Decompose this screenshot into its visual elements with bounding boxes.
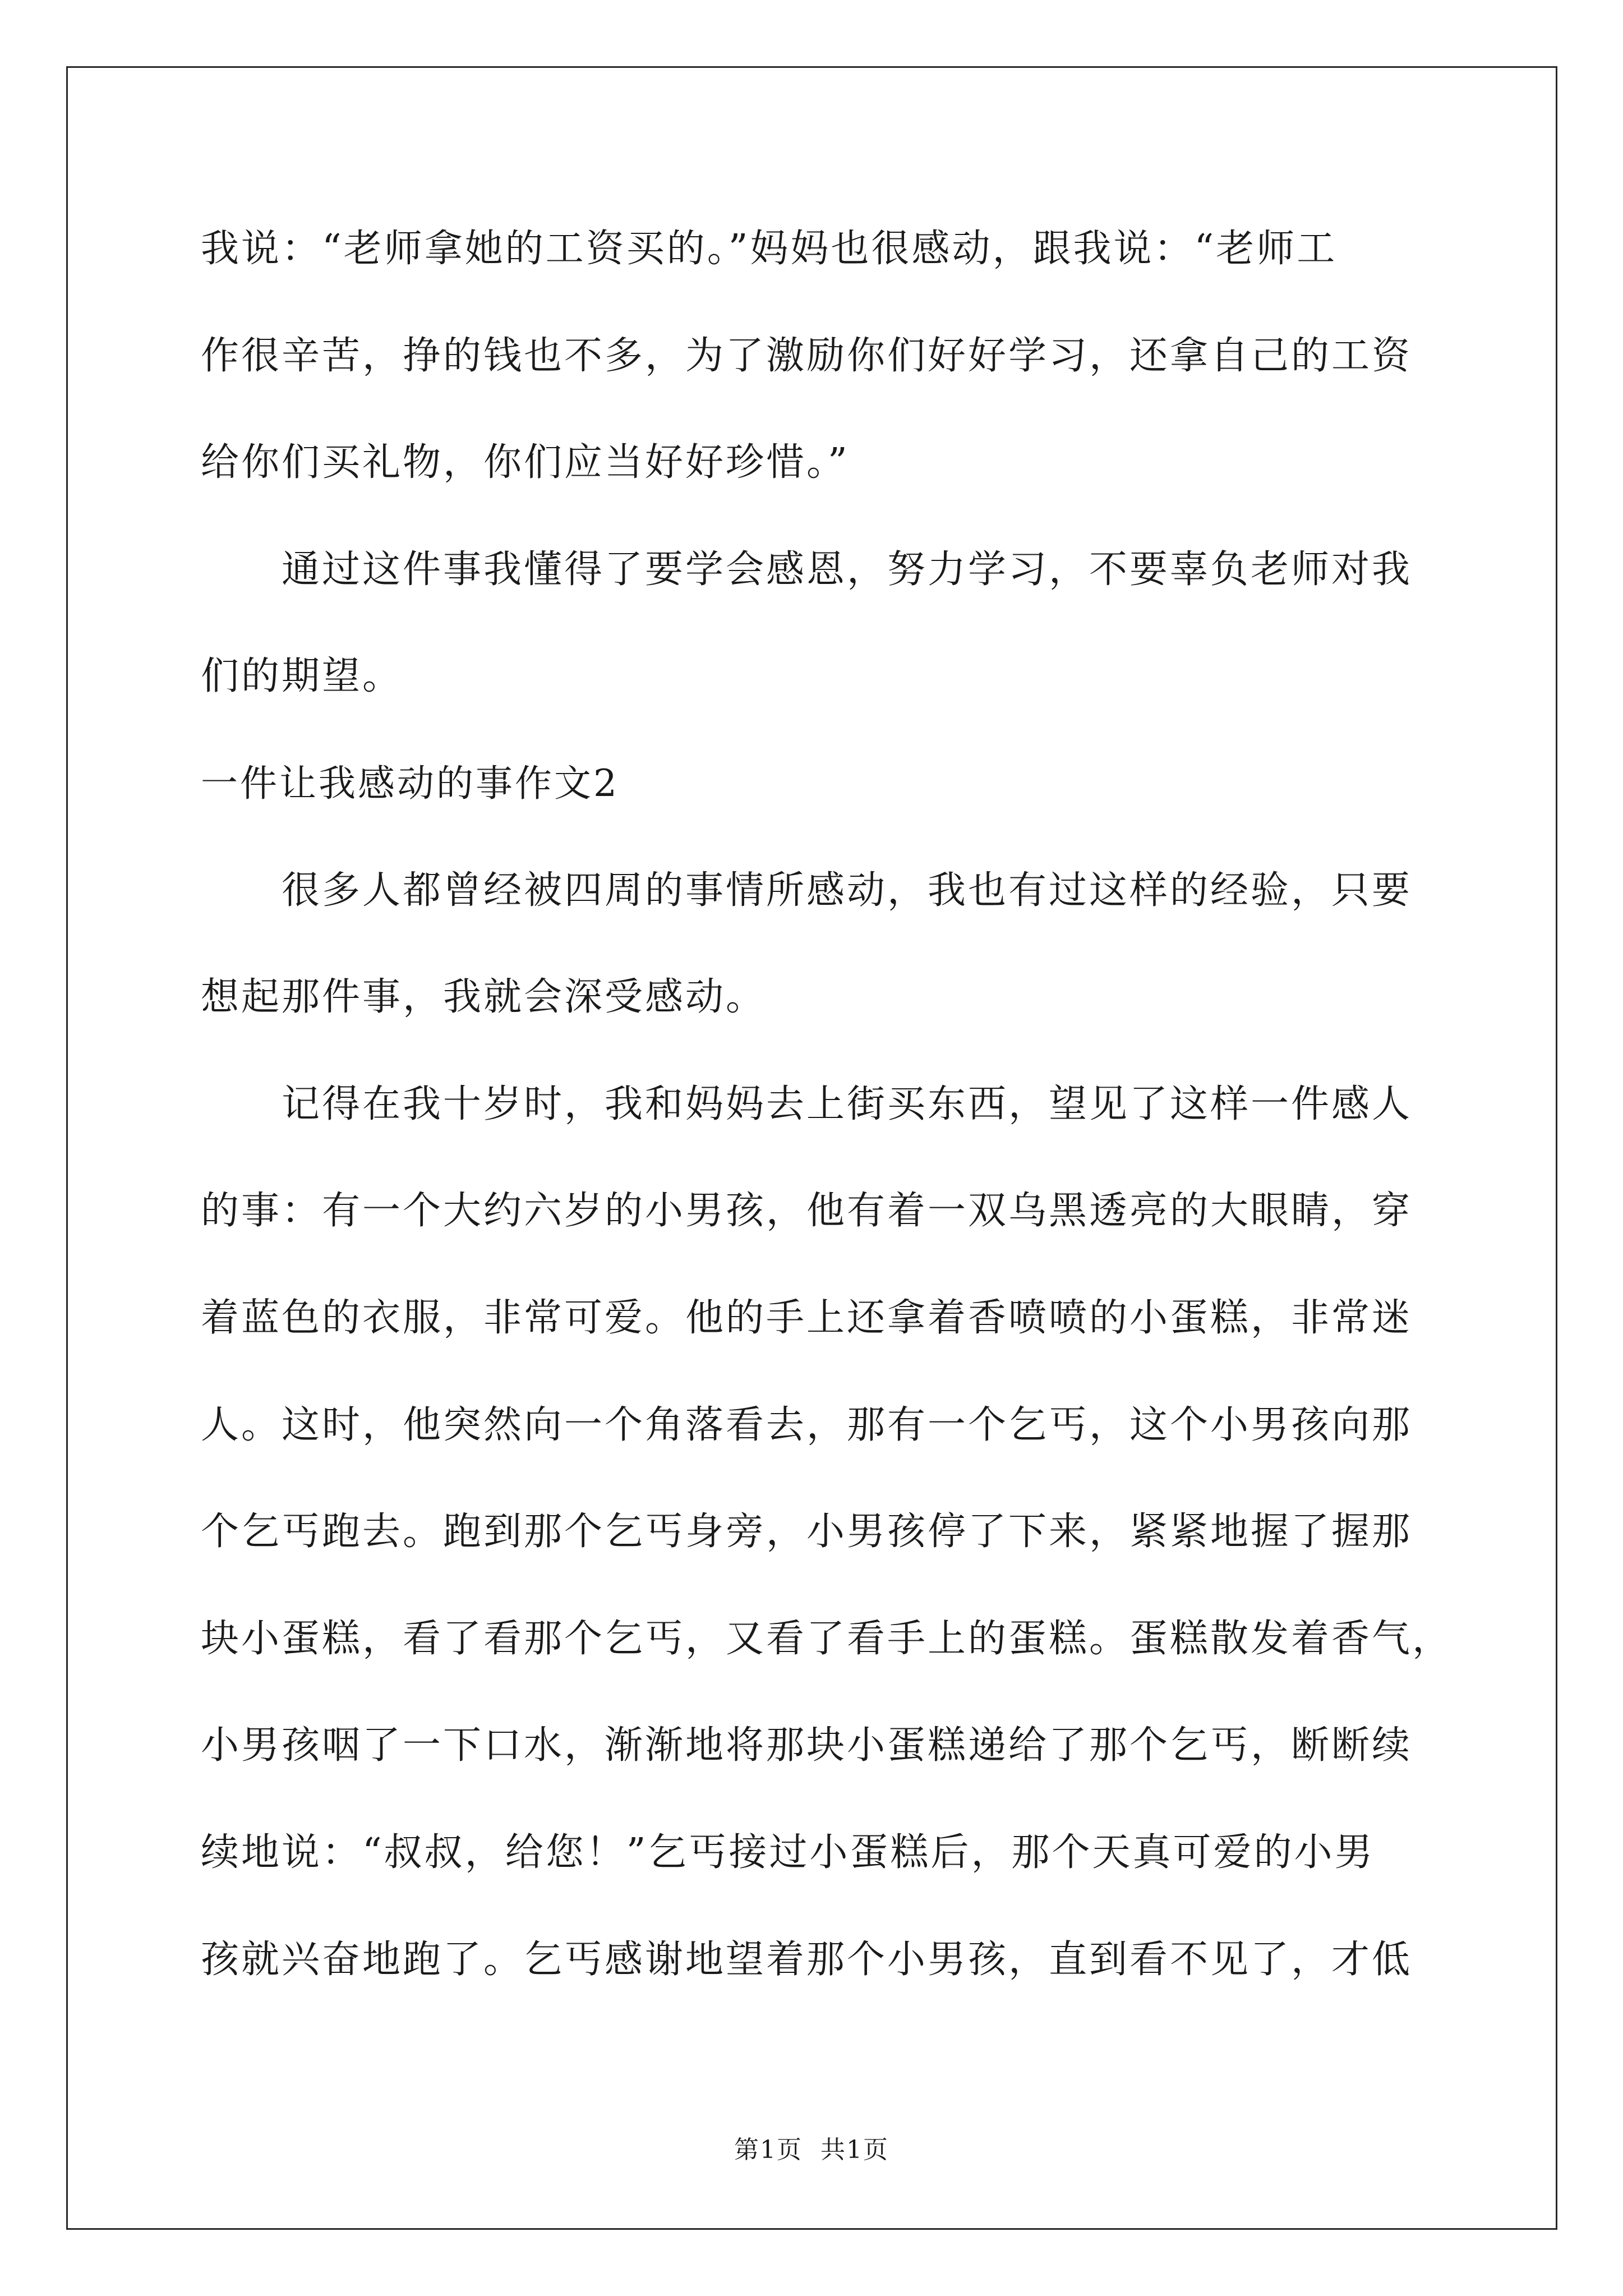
text-line: 人。这时，他突然向一个角落看去，那有一个乞丐，这个小男孩向那: [201, 1402, 1413, 1447]
text-line: 块小蛋糕，看了看那个乞丐，又看了看手上的蛋糕。蛋糕散发着香气，: [201, 1616, 1453, 1661]
text-line: 孩就兴奋地跑了。乞丐感谢地望着那个小男孩，直到看不见了，才低: [201, 1937, 1413, 1982]
text-line: 着蓝色的衣服，非常可爱。他的手上还拿着香喷喷的小蛋糕，非常迷: [201, 1295, 1413, 1340]
paragraph: [201, 517, 1536, 730]
text-line: 给你们买礼物，你们应当好好珍惜。”: [201, 440, 850, 485]
continued-paragraph: [201, 196, 1536, 517]
text-line: 的事：有一个大约六岁的小男孩，他有着一双乌黑透亮的大眼睛，穿: [201, 1189, 1413, 1234]
text-line: 续地说：“叔叔，给您！”乞丐接过小蛋糕后，那个天真可爱的小男: [201, 1830, 1375, 1875]
text-line: 小男孩咽了一下口水，渐渐地将那块小蛋糕递给了那个乞丐，断断续: [201, 1723, 1413, 1768]
text-line: 个乞丐跑去。跑到那个乞丐身旁，小男孩停了下来，紧紧地握了握那: [201, 1510, 1413, 1554]
text-line: 很多人都曾经被四周的事情所感动，我也有过这样的经验，只要: [282, 868, 1413, 913]
text-line: 想起那件事，我就会深受感动。: [201, 975, 767, 1020]
page-number-footer: 第1页 共1页: [734, 2136, 889, 2164]
text-line: 们的期望。: [201, 654, 403, 699]
heading-text: 一件让我感动的事作文2: [201, 761, 619, 805]
paragraph: [201, 1051, 1536, 2013]
text-line: 我说：“老师拿她的工资买的。”妈妈也很感动，跟我说：“老师工: [201, 227, 1338, 271]
text-line: 作很辛苦，挣的钱也不多，为了激励你们好好学习，还拿自己的工资: [201, 333, 1413, 378]
text-line: 记得在我十岁时，我和妈妈去上街买东西，望见了这样一件感人: [282, 1082, 1413, 1126]
text-line: 通过这件事我懂得了要学会感恩，努力学习，不要辜负老师对我: [282, 547, 1413, 592]
section-heading: [201, 730, 1536, 838]
document-body: [201, 196, 1536, 2013]
paragraph: [201, 838, 1536, 1051]
